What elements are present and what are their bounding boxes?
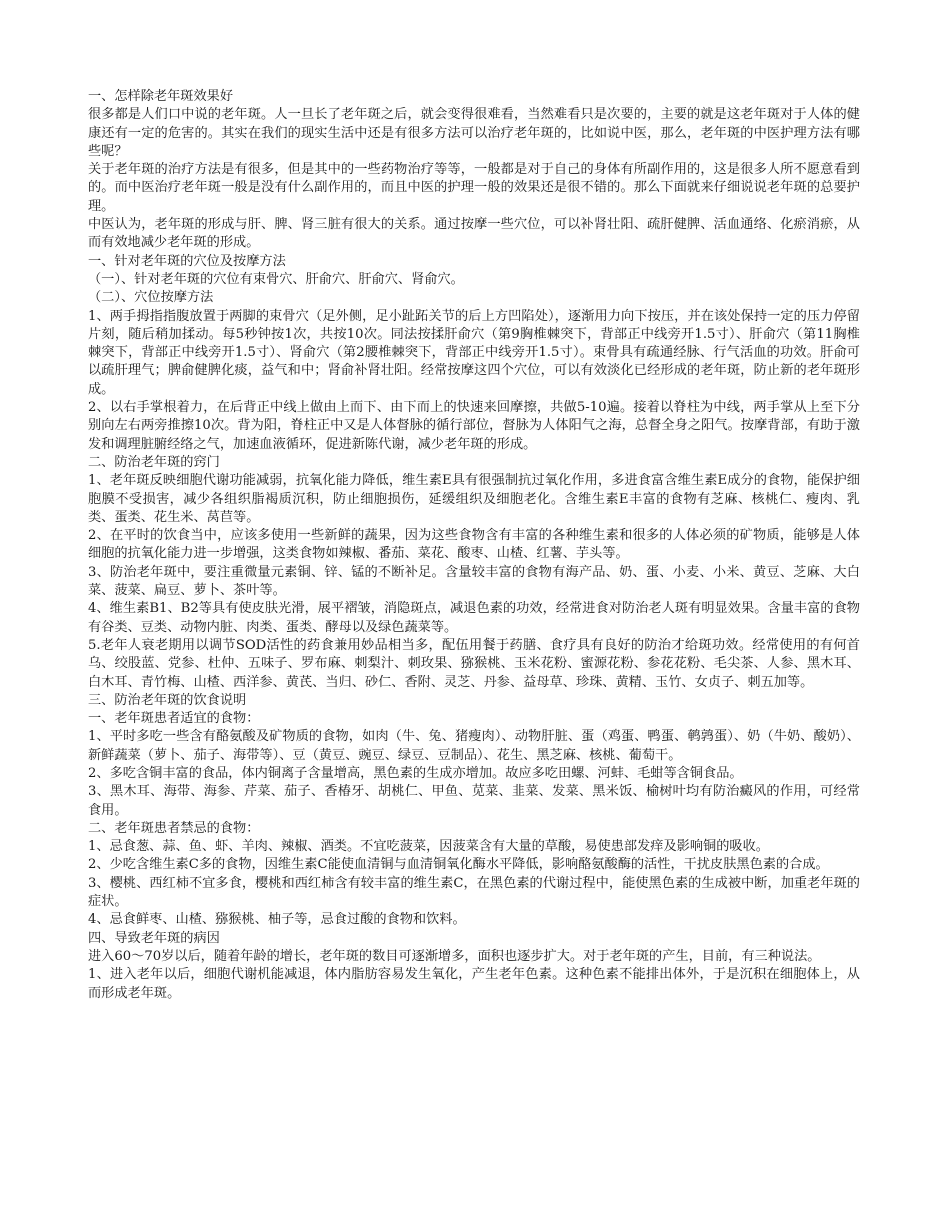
heading: 一、针对老年斑的穴位及按摩方法 — [88, 253, 286, 269]
paragraph: 1、进入老年以后，细胞代谢机能减退，体内脂肪容易发生氧化，产生老年色素。这种色素不能排出体外，于是沉积在细胞体上，从而形成老年斑。 — [88, 967, 860, 1001]
paragraph: 4、维生素B1、B2等具有使皮肤光滑，展平褶皱，消隐斑点，减退色素的功效，经常进食对防治老人斑有明显效果。含量丰富的食物有谷类、豆类、动物内脏、肉类、蛋类、酵母以及绿色蔬菜等。 — [88, 601, 860, 635]
subheading: 一、老年斑患者适宜的食物： — [88, 711, 260, 727]
heading: 四、导致老年斑的病因 — [88, 930, 220, 946]
subheading: 二、老年斑患者禁忌的食物： — [88, 820, 260, 836]
heading: 三、防治老年斑的饮食说明 — [88, 692, 247, 708]
paragraph: （一）、针对老年斑的穴位有束骨穴、肝俞穴、肝俞穴、肾俞穴。 — [88, 271, 464, 287]
paragraph: 1、平时多吃一些含有酪氨酸及矿物质的食物，如肉（牛、兔、猪瘦肉）、动物肝脏、蛋（鸡蛋、鸭蛋、鹌鹑蛋）、奶（牛奶、酸奶）、新鲜蔬菜（萝卜、茄子、海带等）、豆（黄豆、豌豆、绿豆、豆制品）、花生、黑芝麻、核桃、葡萄干。 — [88, 729, 860, 763]
subheading: （二）、穴位按摩方法 — [88, 290, 214, 306]
paragraph: 中医认为，老年斑的形成与肝、脾、肾三脏有很大的关系。通过按摩一些穴位，可以补肾壮阳、疏肝健脾、活血通络、化瘀消瘀，从而有效地减少老年斑的形成。 — [88, 217, 860, 251]
paragraph: 1、两手拇指指腹放置于两脚的束骨穴（足外侧，足小趾跖关节的后上方凹陷处），逐渐用力向下按压，并在该处保持一定的压力停留片刻，随后稍加揉动。每5秒钟按1次，共按10次。同法按揉肝俞穴（第9胸椎棘突下，背部正中线旁开1.5寸）、肝俞穴（第11胸椎棘突下，背部正中线旁开1.5寸）、肾俞穴（第2腰椎棘突下，背部正中线旁开1.5寸）。束骨具有疏通经脉、行气活血的功效。肝俞可以疏肝理气；脾俞健脾化痰，益气和中；肾俞补肾壮阳。经常按摩这四个穴位，可以有效淡化已经形成的老年斑，防止新的老年斑形成。 — [88, 308, 860, 397]
document-body — [88, 88, 860, 1003]
paragraph: 2、在平时的饮食当中，应该多使用一些新鲜的蔬果，因为这些食物含有丰富的各种维生素和很多的人体必须的矿物质，能够是人体细胞的抗氧化能力进一步增强，这类食物如辣椒、番茄、菜花、酸枣、山楂、红薯、芋头等。 — [88, 528, 860, 562]
paragraph: 1、忌食葱、蒜、鱼、虾、羊肉、辣椒、酒类。不宜吃菠菜，因菠菜含有大量的草酸，易使患部发痒及影响铜的吸收。 — [88, 839, 769, 855]
paragraph: 进入60～70岁以后，随着年龄的增长，老年斑的数目可逐渐增多，面积也逐步扩大。对于老年斑的产生，目前，有三种说法。 — [88, 948, 821, 964]
paragraph: 很多都是人们口中说的老年斑。人一旦长了老年斑之后，就会变得很难看，当然难看只是次要的，主要的就是这老年斑对于人体的健康还有一定的危害的。其实在我们的现实生活中还是有很多方法可以治疗老年斑的，比如说中医，那么，老年斑的中医护理方法有哪些呢？ — [88, 107, 860, 159]
paragraph: 5.老年人衰老期用以调节SOD活性的药食兼用妙品相当多，配伍用餐于药膳、食疗具有良好的防治才给斑功效。经常使用的有何首乌、绞股蓝、党参、杜仲、五味子、罗布麻、刺梨汁、刺玫果、猕猴桃、玉米花粉、蜜源花粉、参花花粉、毛尖茶、人参、黑木耳、白木耳、青竹梅、山楂、西洋参、黄芪、当归、砂仁、香附、灵芝、丹参、益母草、珍珠、黄精、玉竹、女贞子、刺五加等。 — [88, 637, 860, 690]
paragraph: 2、多吃含铜丰富的食品，体内铜离子含量增高，黑色素的生成亦增加。故应多吃田螺、河蚌、毛蚶等含铜食品。 — [88, 765, 743, 781]
paragraph: 3、樱桃、西红柿不宜多食，樱桃和西红柿含有较丰富的维生素C，在黑色素的代谢过程中，能使黑色素的生成被中断，加重老年斑的症状。 — [88, 875, 860, 910]
paragraph: 2、以右手掌根着力，在后背正中线上做由上而下、由下而上的快速来回摩擦，共做5-10遍。接着以脊柱为中线，两手掌从上至下分别向左右两旁推擦10次。背为阳，脊柱正中又是人体督脉的循行部位，督脉为人体阳气之海，总督全身之阳气。按摩背部，有助于激发和调理脏腑经络之气，加速血液循环，促进新陈代谢，减少老年斑的形成。 — [88, 400, 860, 452]
paragraph: 1、老年斑反映细胞代谢功能减弱，抗氧化能力降低，维生素E具有很强制抗过氧化作用，多进食富含维生素E成分的食物，能保护细胞膜不受损害，减少各组织脂褐质沉积，防止细胞损伤，延缓组织及细胞老化。含维生素E丰富的食物有芝麻、核桃仁、瘦肉、乳类、蛋类、花生米、莴苣等。 — [88, 473, 860, 525]
paragraph: 2、少吃含维生素C多的食物，因维生素C能使血清铜与血清铜氧化酶水平降低，影响酪氨酸酶的活性，干扰皮肤黑色素的合成。 — [88, 857, 829, 873]
paragraph: 4、忌食鲜枣、山楂、猕猴桃、柚子等，忌食过酸的食物和饮料。 — [88, 912, 466, 928]
paragraph: 关于老年斑的治疗方法是有很多，但是其中的一些药物治疗等等，一般都是对于自己的身体有所副作用的，这是很多人所不愿意看到的。而中医治疗老年斑一般是没有什么副作用的，而且中医的护理一般的效果还是很不错的。那么下面就来仔细说说老年斑的总要护理。 — [88, 162, 860, 214]
heading: 一、怎样除老年斑效果好 — [88, 89, 234, 104]
heading: 二、防治老年斑的窍门 — [88, 454, 220, 470]
paragraph: 3、黑木耳、海带、海参、芹菜、茄子、香椿牙、胡桃仁、甲鱼、苋菜、韭菜、发菜、黑米饭、榆树叶均有防治癜风的作用，可经常食用。 — [88, 784, 860, 818]
paragraph: 3、防治老年斑中，要注重微量元素铜、锌、锰的不断补足。含量较丰富的食物有海产品、奶、蛋、小麦、小米、黄豆、芝麻、大白菜、菠菜、扁豆、萝卜、茶叶等。 — [88, 564, 860, 599]
